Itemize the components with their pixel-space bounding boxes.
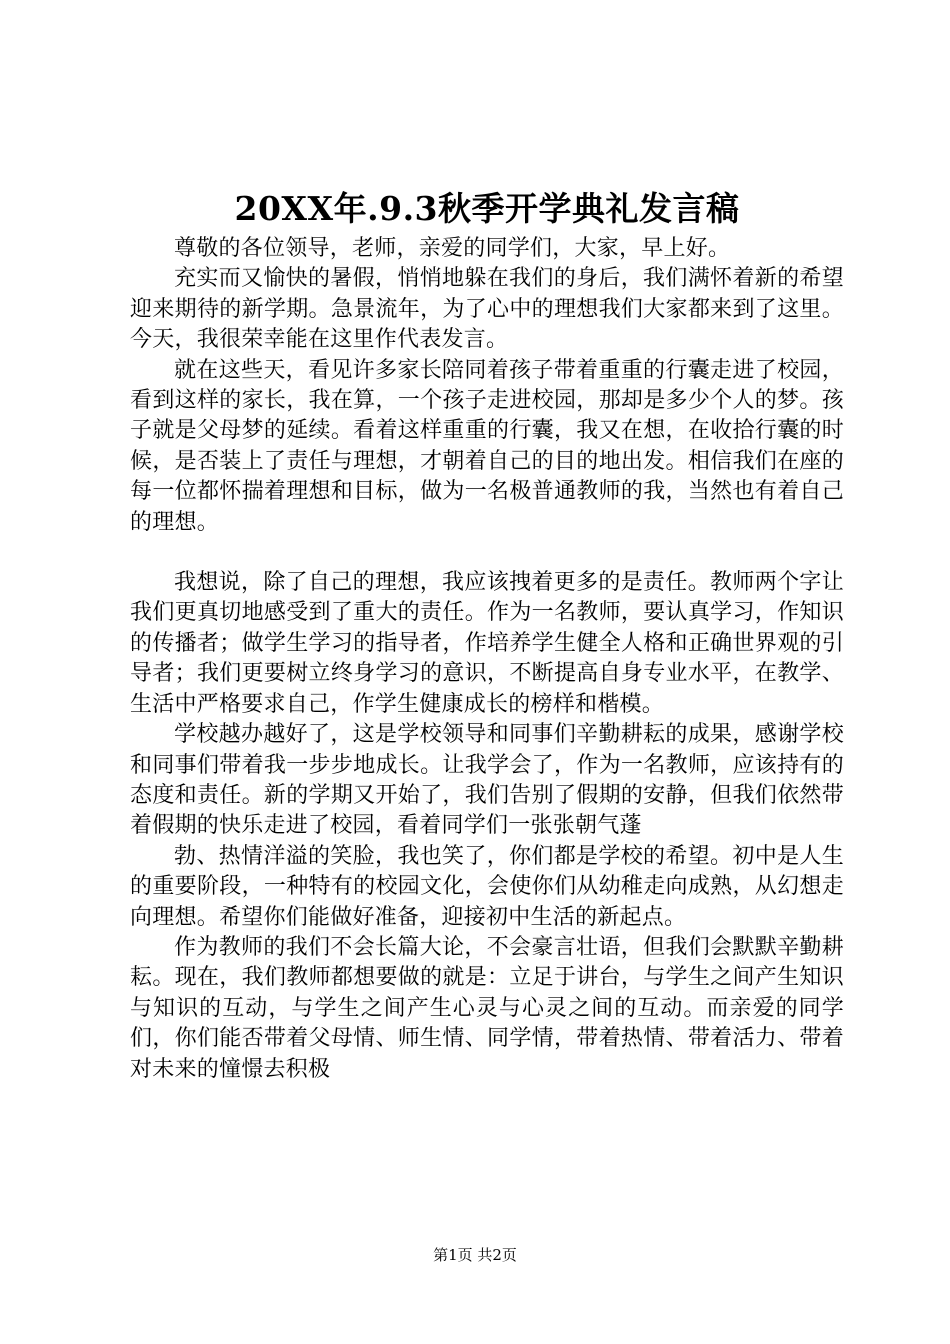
paragraph-greeting: 尊敬的各位领导，老师，亲爱的同学们，大家，早上好。 — [174, 236, 731, 261]
document-body — [130, 234, 844, 1085]
paragraph-teachers: 作为教师的我们不会长篇大论，不会豪言壮语，但我们会默默辛勤耕耘。现在，我们教师都想要做的就是：立足于讲台，与学生之间产生知识与知识的互动，与学生之间产生心灵与心灵之间的互动。而亲爱的同学们，你们能否带着父母情、师生情、同学情，带着热情、带着活力、带着对未来的憧憬去积极 — [130, 934, 844, 1082]
page-number: 第1页 共2页 — [433, 1246, 517, 1264]
document-title: 20XX年.9.3秋季开学典礼发言稿 — [234, 189, 740, 228]
paragraph-responsibility: 我想说，除了自己的理想，我应该拽着更多的是责任。教师两个字让我们更真切地感受到了重大的责任。作为一名教师，要认真学习，作知识的传播者；做学生学习的指导者，作培养学生健全人格和正确世界观的引导者；我们更要树立终身学习的意识，不断提高自身专业水平，在教学、生活中严格要求自己，作学生健康成长的榜样和楷模。 — [130, 570, 844, 717]
paragraph-summer: 充实而又愉快的暑假，悄悄地躲在我们的身后，我们满怀着新的希望迎来期待的新学期。急景流年，为了心中的理想我们大家都来到了这里。今天，我很荣幸能在这里作代表发言。 — [130, 266, 844, 353]
paragraph-parents: 就在这些天，看见许多家长陪同着孩子带着重重的行囊走进了校园，看到这样的家长，我在算，一个孩子走进校园，那却是多少个人的梦。孩子就是父母梦的延续。看着这样重重的行囊，我又在想，在收拾行囊的时候，是否装上了责任与理想，才朝着自己的目的地出发。相信我们在座的每一位都怀揣着理想和目标，做为一名极普通教师的我，当然也有着自己的理想。 — [130, 357, 844, 535]
paragraph-school: 学校越办越好了，这是学校领导和同事们辛勤耕耘的成果，感谢学校和同事们带着我一步步地成长。让我学会了，作为一名教师，应该持有的态度和责任。新的学期又开始了，我们告别了假期的安静，但我们依然带着假期的快乐走进了校园，看着同学们一张张朝气蓬 — [130, 722, 844, 839]
paragraph-students: 勃、热情洋溢的笑脸，我也笑了，你们都是学校的希望。初中是人生的重要阶段，一种特有的校园文化，会使你们从幼稚走向成熟，从幻想走向理想。希望你们能做好准备，迎接初中生活的新起点。 — [130, 843, 844, 930]
